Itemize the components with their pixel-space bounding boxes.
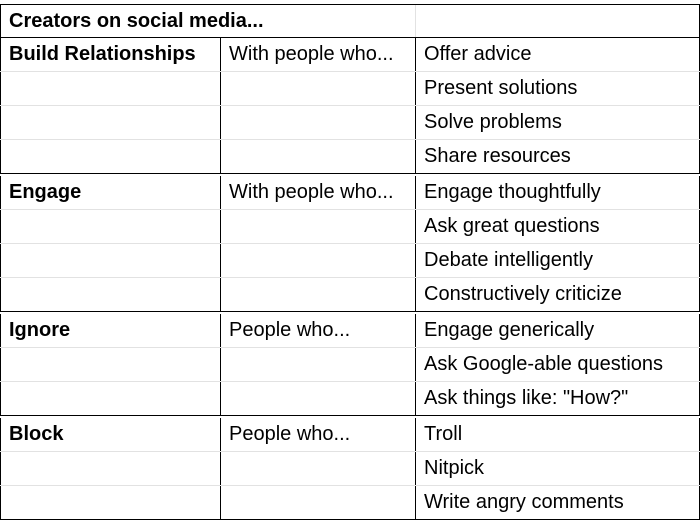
empty-cell[interactable] (0, 452, 221, 485)
behavior-cell[interactable]: Ask Google-able questions (416, 348, 700, 381)
behavior-cell[interactable]: Solve problems (416, 106, 700, 139)
behavior-cell[interactable]: Present solutions (416, 72, 700, 105)
empty-cell[interactable] (221, 348, 416, 381)
title-row (0, 4, 700, 38)
behavior-cell[interactable]: Ask great questions (416, 210, 700, 243)
empty-cell[interactable] (0, 244, 221, 277)
empty-cell[interactable] (416, 5, 700, 37)
table-row (0, 72, 700, 106)
behavior-cell[interactable]: Constructively criticize (416, 278, 700, 311)
table-row (0, 452, 700, 486)
empty-cell[interactable] (221, 244, 416, 277)
category-cell[interactable]: Build Relationships (0, 38, 221, 71)
empty-cell[interactable] (0, 106, 221, 139)
empty-cell[interactable] (0, 140, 221, 173)
table-row (0, 278, 700, 312)
table-row (0, 38, 700, 72)
category-cell[interactable]: Block (0, 418, 221, 451)
behavior-cell[interactable]: Write angry comments (416, 486, 700, 519)
empty-cell[interactable] (221, 140, 416, 173)
qualifier-cell[interactable]: People who... (221, 418, 416, 451)
qualifier-cell[interactable]: With people who... (221, 176, 416, 209)
empty-cell[interactable] (0, 486, 221, 519)
empty-cell[interactable] (0, 210, 221, 243)
table-row (0, 244, 700, 278)
table-row (0, 140, 700, 174)
table-row (0, 382, 700, 416)
table-title[interactable]: Creators on social media... (0, 5, 416, 37)
table-row (0, 210, 700, 244)
empty-cell[interactable] (221, 278, 416, 311)
empty-cell[interactable] (221, 210, 416, 243)
behavior-cell[interactable]: Engage generically (416, 314, 700, 347)
empty-cell[interactable] (221, 106, 416, 139)
behavior-cell[interactable]: Troll (416, 418, 700, 451)
table-row (0, 418, 700, 452)
table-row (0, 348, 700, 382)
qualifier-cell[interactable]: With people who... (221, 38, 416, 71)
qualifier-cell[interactable]: People who... (221, 314, 416, 347)
empty-cell[interactable] (0, 72, 221, 105)
behavior-cell[interactable]: Nitpick (416, 452, 700, 485)
table-row (0, 176, 700, 210)
empty-cell[interactable] (0, 348, 221, 381)
empty-cell[interactable] (221, 72, 416, 105)
behavior-cell[interactable]: Debate intelligently (416, 244, 700, 277)
empty-cell[interactable] (221, 452, 416, 485)
table-row (0, 106, 700, 140)
behavior-cell[interactable]: Offer advice (416, 38, 700, 71)
empty-cell[interactable] (0, 278, 221, 311)
empty-cell[interactable] (0, 382, 221, 415)
behavior-cell[interactable]: Engage thoughtfully (416, 176, 700, 209)
empty-cell[interactable] (221, 382, 416, 415)
category-cell[interactable]: Ignore (0, 314, 221, 347)
category-cell[interactable]: Engage (0, 176, 221, 209)
empty-cell[interactable] (221, 486, 416, 519)
table-row (0, 314, 700, 348)
table-row (0, 486, 700, 520)
behavior-cell[interactable]: Share resources (416, 140, 700, 173)
behavior-cell[interactable]: Ask things like: "How?" (416, 382, 700, 415)
